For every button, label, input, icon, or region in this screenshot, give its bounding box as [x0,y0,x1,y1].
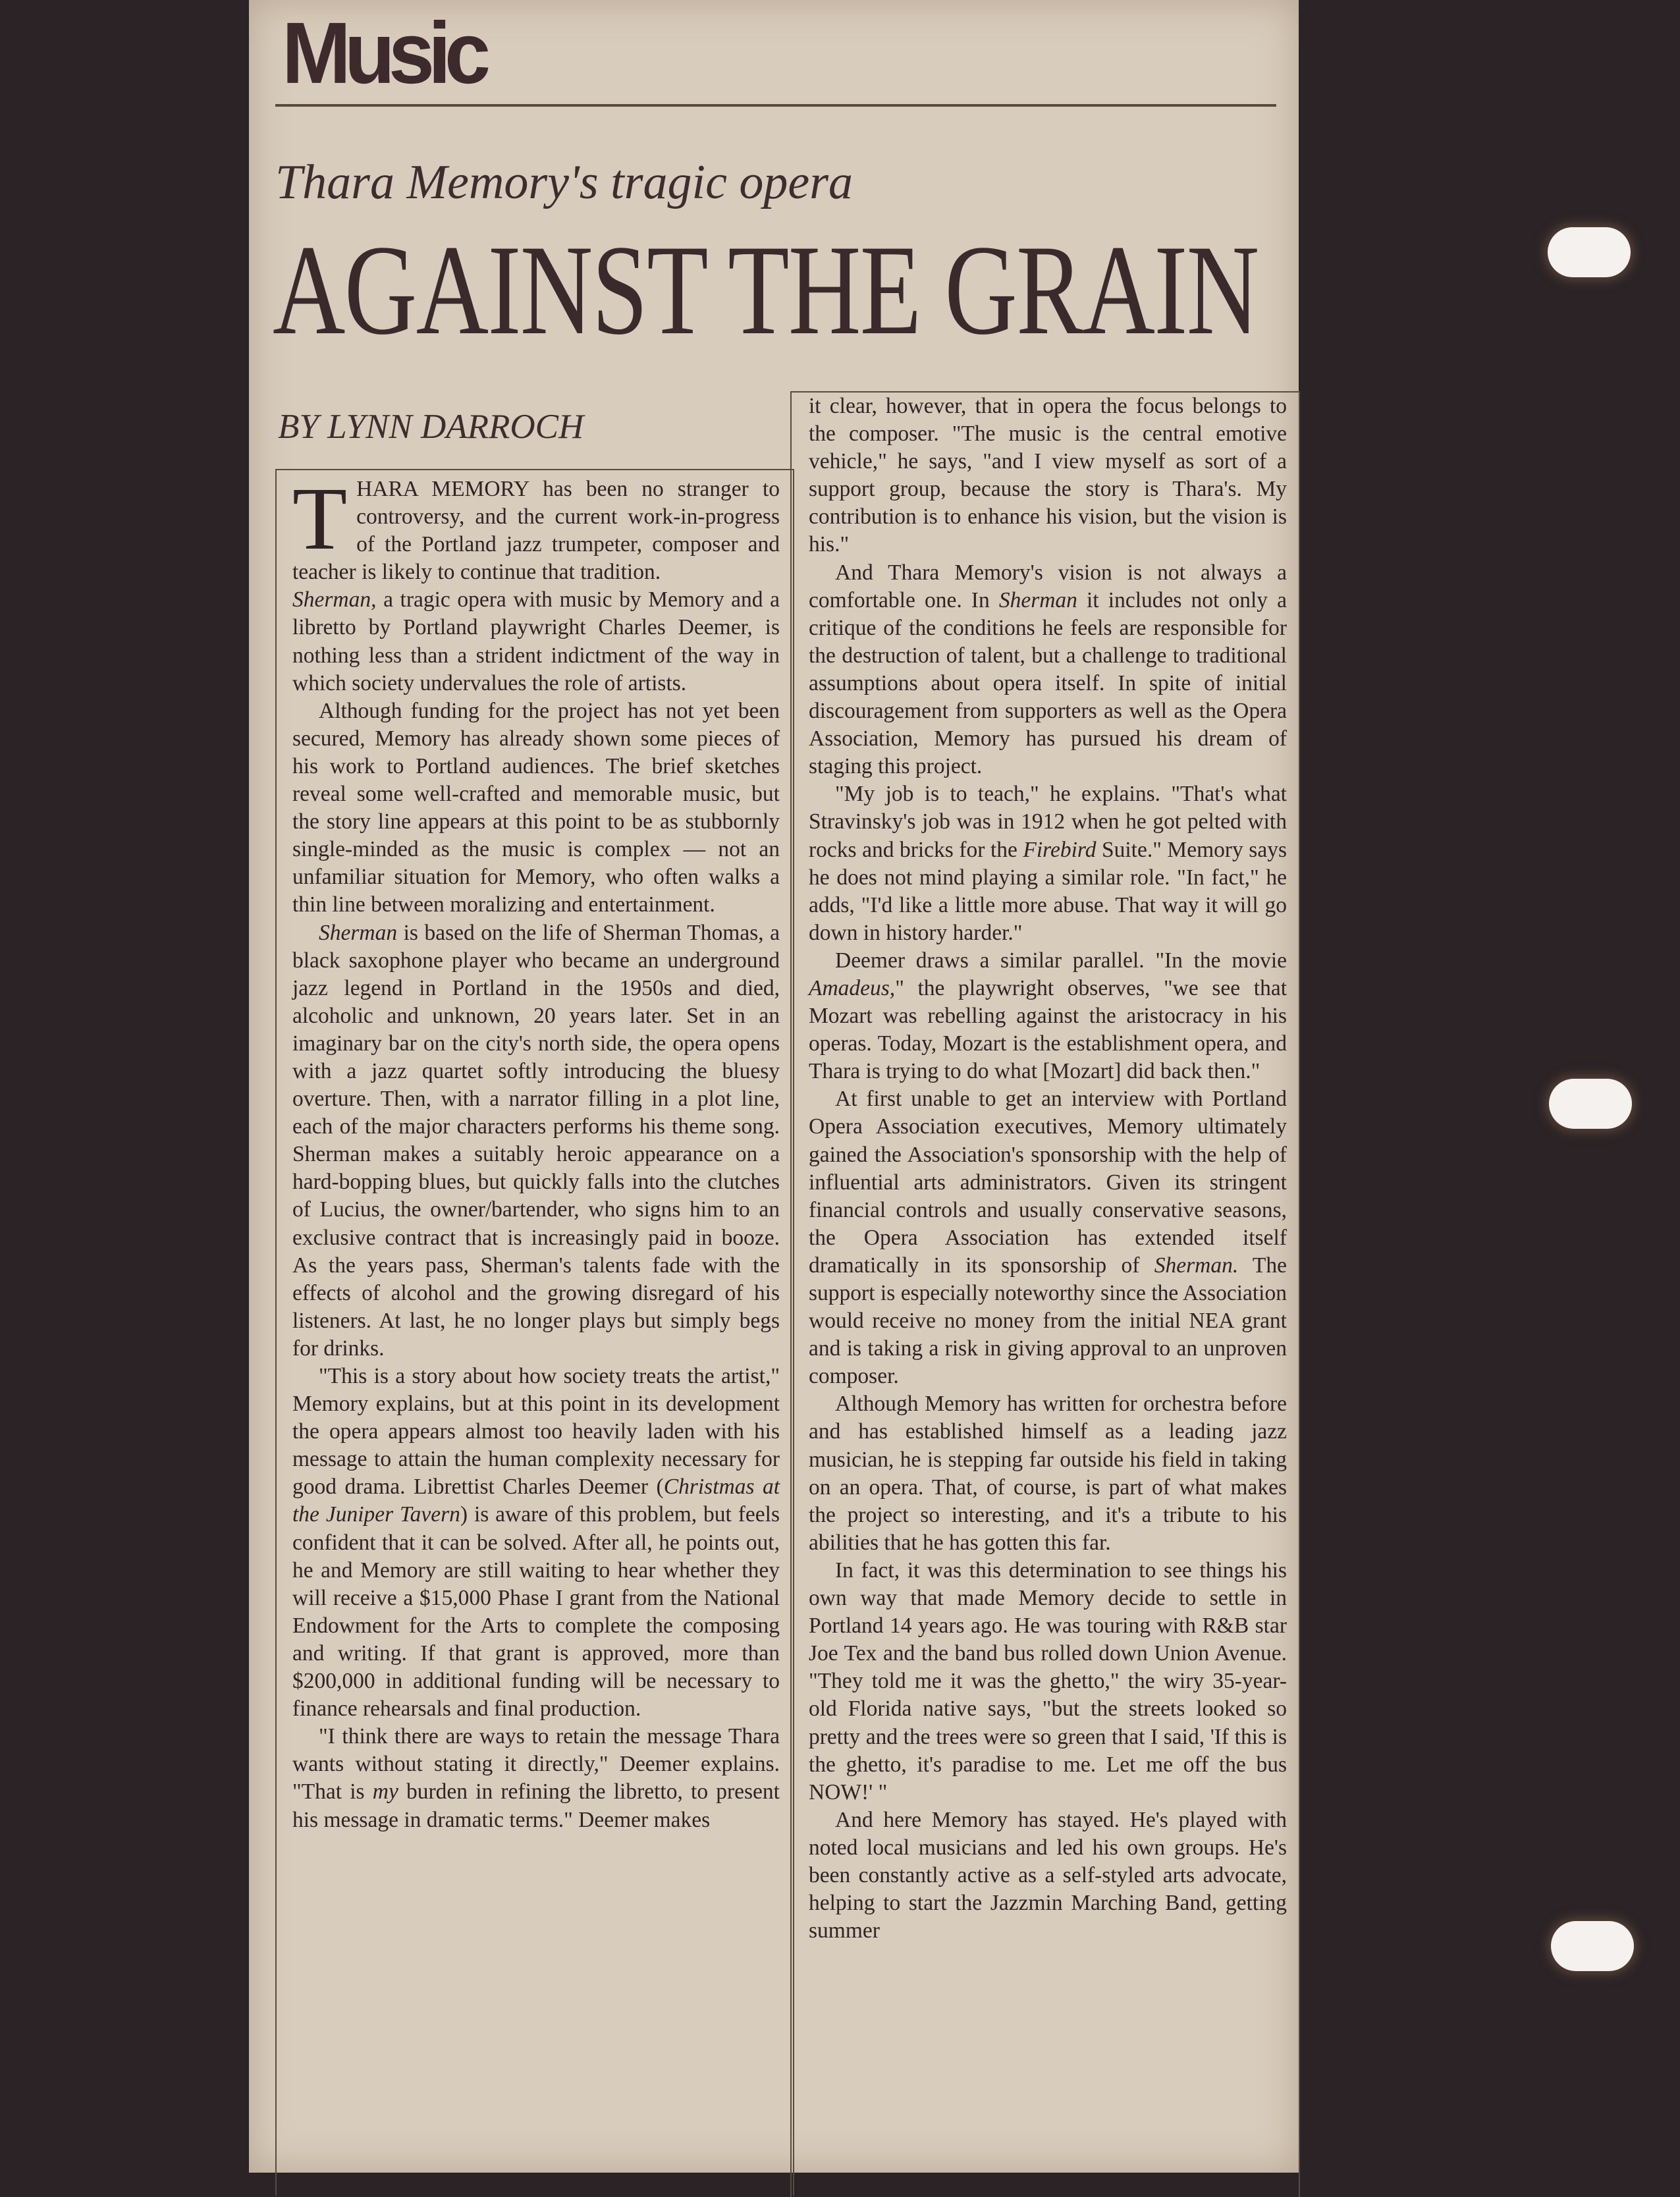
paragraph-text: " the playwright observes, "we see that Mozart was rebelling against the aristocracy in his operas. Today, Mozart is the establishment opera, and Thara is trying to do what [Mozart] did back then." [809,975,1287,1084]
binder-hole-middle [1549,1079,1632,1129]
paragraph [292,919,780,1363]
paragraph [292,1363,780,1723]
binder-hole-bottom [1551,1921,1634,1971]
paragraph-text: And here Memory has stayed. He's played with noted local musicians and led his own groups. He's been constantly active as a self-styled arts advocate, helping to start the Jazzmin Marching Band, getting summer [809,1807,1287,1943]
paragraph-text: HARA MEMORY has been no stranger to controversy, and the current work-in-progress of the Portland jazz trumpeter, composer and teacher is likely to continue that tradition. [292,477,780,585]
article-kicker: Thara Memory's tragic opera [275,155,854,209]
paragraph-text: And Thara Memory's vision is not always a comfortable one. In [809,560,1287,612]
italic-title: Sherman, [292,587,377,612]
paragraph [809,1557,1287,1806]
italic-title: Amadeus, [809,975,896,1000]
paragraph [292,1723,780,1833]
drop-cap: T [292,470,348,568]
paragraph-text: it clear, however, that in opera the focus belongs to the composer. "The music is the central emotive vehicle," he says, "and I view myself as sort of a support group, because the story is Thara's. My contribution is to enhance his vision, but the vision is his." [809,394,1287,557]
paragraph-text: a tragic opera with music by Memory and a libretto by Portland playwright Charles Deemer, is nothing less than a strident indictment of the way in which society undervalues the role of artists. [292,587,780,695]
paragraph [292,586,780,697]
paragraph [809,1806,1287,1945]
paragraph-text: it includes not only a critique of the conditions he feels are responsible for the destruction of talent, but a challenge to traditional assumptions about opera itself. In spite of initial discouragement from supporters as well as the Opera Association, Memory has pursued his dream of staging this project. [809,587,1287,779]
section-header [275,0,1276,107]
paragraph-text: is based on the life of Sherman Thomas, a black saxophone player who became an underground jazz legend in Portland in the 1950s and died, alcoholic and unknown, 20 years later. Set in an imaginary bar on the city's north side, the opera opens with a jazz quartet softly introducing the bluesy overture. Then, with a narrator filling in a plot line, each of the major characters performs his theme song. Sherman makes a suitably heroic appearance on a hard-bopping blues, but quickly falls into the clutches of Lucius, the owner/bartender, who signs him to an exclusive contract that is increasingly paid in booze. As the years pass, Sherman's talents fade with the effects of alcohol and the growing disregard of his listeners. At last, he no longer plays but simply begs for drinks. [292,920,780,1361]
paragraph-text: Although Memory has written for orchestra before and has established himself as a leading jazz musician, he is stepping far outside his field in taking on an opera. That, of course, is part of what makes the project so interesting, and it's a tribute to his abilities that he has gotten this far. [809,1392,1287,1555]
paragraph-text: "I think there are ways to retain the message Thara wants without stating it directly," Deemer explains. "That is [292,1724,780,1804]
paragraph-text: At first unable to get an interview with Portland Opera Association executives, Memory ultimately gained the Association's sponsorship with the help of influential arts administrators. Given its stringent financial controls and usually conservative seasons, the Opera Association has extended itself dramatically in its sponsorship of [809,1087,1287,1278]
italic-title: Christmas at the Juniper Tavern [292,1475,780,1527]
italic-title: Firebird [1023,837,1097,862]
paragraph-text: Although funding for the project has not yet been secured, Memory has already shown some pieces of his work to Portland audiences. The brief sketches reveal some well-crafted and memorable music, but the story line appears at this point to be as stubbornly single-minded as the music is complex — not an unfamiliar situation for Memory, who often walks a thin line between moralizing and entertainment. [292,698,780,917]
italic-title: Sherman. [1154,1253,1239,1278]
italic-title: Sherman [319,920,398,945]
paragraph-text: The support is especially noteworthy since the Association would receive no money from the initial NEA grant and is taking a risk in giving approval to an unproven composer. [809,1253,1287,1389]
paragraph [809,947,1287,1085]
paragraph-text: Suite." Memory says he does not mind playing a similar role. "In fact," he adds, "I'd like a little more abuse. That way it will go down in history harder." [809,837,1287,945]
section-title: Music [282,4,485,102]
paragraph [292,697,780,919]
paragraph [809,393,1287,559]
italic-title: Sherman [998,587,1077,612]
article-headline: AGAINST THE GRAIN [273,219,1259,362]
binder-hole-top [1548,227,1631,277]
article-byline: BY LYNN DARROCH [278,408,584,446]
paragraph [809,780,1287,947]
paragraph-text: "This is a story about how society treats the artist," Memory explains, but at this point in its development the opera appears almost too heavily laden with his message to attain the human complexity necessary for good drama. Librettist Charles Deemer ( [292,1364,780,1500]
paragraph [809,559,1287,781]
paragraph [292,470,780,586]
paragraph-text: burden in refining the libretto, to present his message in dramatic terms." Deemer makes [292,1779,780,1832]
paragraph-text: Deemer draws a similar parallel. "In the movie [835,948,1287,973]
italic-emphasis: my [372,1779,398,1804]
newspaper-clipping [249,0,1299,2173]
paragraph-text: In fact, it was this determination to see things his own way that made Memory decide to settle in Portland 14 years ago. He was touring with R&B star Joe Tex and the band bus rolled down Union Avenue. "They told me it was the ghetto," the wiry 35-year-old Florida native says, "but the streets looked so pretty and the trees were so green that I said, 'If this is the ghetto, it's paradise to me. Let me off the bus NOW!' " [809,1558,1287,1804]
paragraph-text: ) is aware of this problem, but feels confident that it can be solved. After all, he points out, he and Memory are still waiting to hear whether they will receive a $15,000 Phase I grant from the National Endowment for the Arts to complete the composing and writing. If that grant is approved, more than $200,000 in additional funding will be necessary to finance rehearsals and final production. [292,1502,780,1722]
paragraph [809,1390,1287,1557]
left-column [292,470,780,1834]
right-column [809,393,1287,1945]
paragraph [809,1085,1287,1390]
paragraph-text: "My job is to teach," he explains. "That's what Stravinsky's job was in 1912 when he got pelted with rocks and bricks for the [809,782,1287,862]
